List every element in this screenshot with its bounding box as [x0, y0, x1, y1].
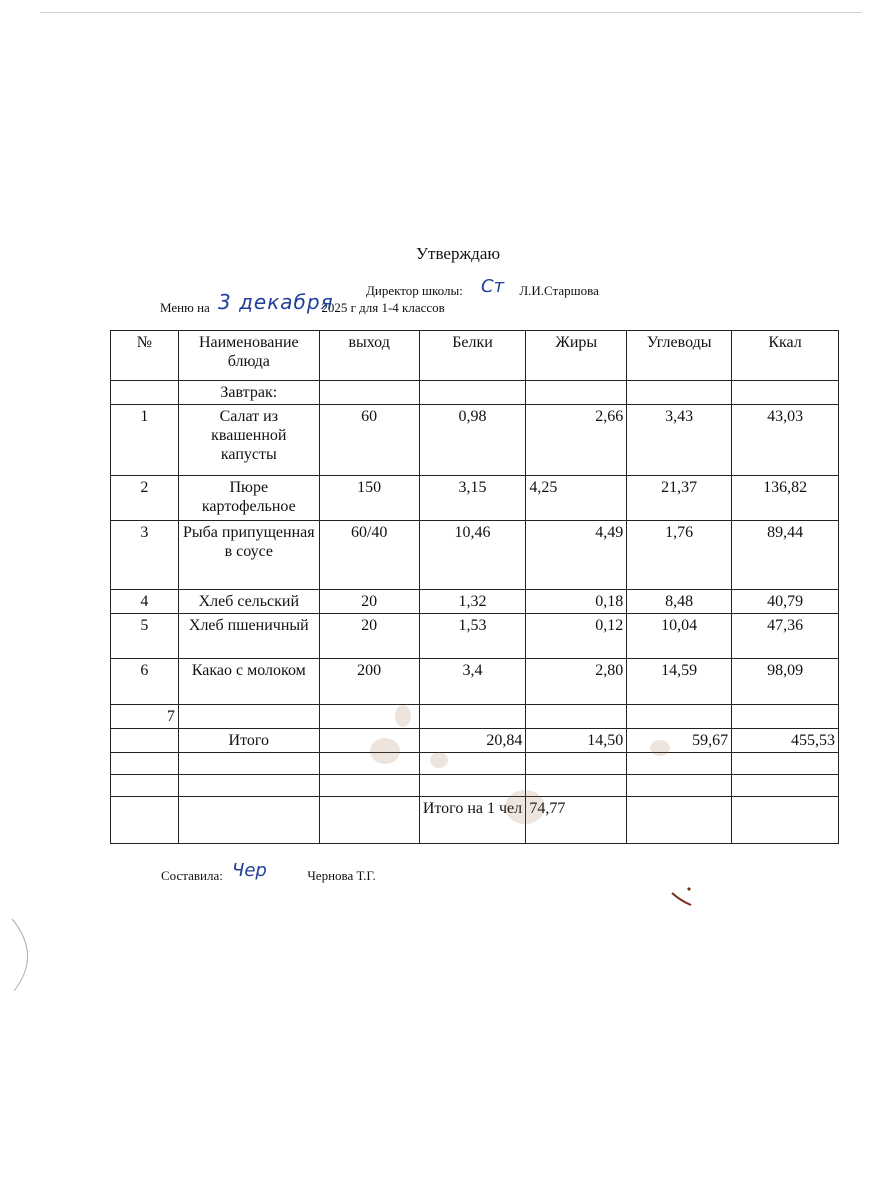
dish-yield: 60 — [319, 405, 419, 476]
dish-protein: 3,15 — [419, 476, 526, 521]
director-name: Л.И.Старшова — [519, 283, 599, 298]
dish-name: Пюре картофельное — [178, 476, 319, 521]
dish-protein: 0,98 — [419, 405, 526, 476]
menu-date-handwritten: 3 декабря — [218, 290, 334, 314]
menu-prefix: Меню на — [160, 300, 210, 315]
table-row — [111, 659, 839, 705]
row-number: 3 — [111, 521, 179, 590]
table-row — [111, 705, 839, 729]
dish-protein: 1,32 — [419, 590, 526, 614]
row-number: 1 — [111, 405, 179, 476]
dish-protein: 1,53 — [419, 614, 526, 659]
table-row — [111, 521, 839, 590]
dish-protein: 10,46 — [419, 521, 526, 590]
ink-mark — [669, 883, 695, 909]
approve-heading: Утверждаю — [416, 244, 501, 263]
dish-kcal: 43,03 — [732, 405, 839, 476]
header-cell: Белки — [419, 331, 526, 381]
dish-fat: 4,49 — [526, 521, 627, 590]
section-label: Завтрак: — [178, 381, 319, 405]
total-carbs: 59,67 — [627, 729, 732, 753]
row-number: 6 — [111, 659, 179, 705]
dish-carbs: 14,59 — [627, 659, 732, 705]
dish-kcal: 136,82 — [732, 476, 839, 521]
director-signature: Ст — [481, 276, 505, 297]
scan-top-rule — [40, 12, 862, 13]
row-number: 4 — [111, 590, 179, 614]
header-cell: Ккал — [732, 331, 839, 381]
dish-carbs: 1,76 — [627, 521, 732, 590]
section-row — [111, 381, 839, 405]
stain-mark — [430, 752, 448, 768]
stain-mark — [370, 738, 400, 764]
dish-kcal: 89,44 — [732, 521, 839, 590]
composed-name: Чернова Т.Г. — [307, 868, 376, 883]
dish-fat: 2,80 — [526, 659, 627, 705]
header-cell: выход — [319, 331, 419, 381]
header-cell: Жиры — [526, 331, 627, 381]
header-cell: Наименование блюда — [178, 331, 319, 381]
director-label: Директор школы: — [366, 283, 463, 298]
stain-mark — [395, 705, 411, 727]
dish-yield: 200 — [319, 659, 419, 705]
dish-yield: 20 — [319, 590, 419, 614]
dish-name: Хлеб пшеничный — [178, 614, 319, 659]
menu-table — [110, 330, 839, 844]
composed-label: Составила: — [161, 868, 223, 883]
composed-signature: Чер — [232, 860, 267, 881]
per-person-value: 74,77 — [526, 797, 627, 844]
composed-line — [161, 868, 376, 884]
row-number: 2 — [111, 476, 179, 521]
per-person-label: Итого на 1 чел — [419, 797, 526, 844]
dish-name: Какао с молоком — [178, 659, 319, 705]
stain-mark — [505, 790, 545, 824]
dish-protein: 3,4 — [419, 659, 526, 705]
dish-kcal: 40,79 — [732, 590, 839, 614]
row-number: 5 — [111, 614, 179, 659]
dish-carbs: 10,04 — [627, 614, 732, 659]
dish-carbs: 21,37 — [627, 476, 732, 521]
table-header-row — [111, 331, 839, 381]
dish-carbs: 8,48 — [627, 590, 732, 614]
total-fat: 14,50 — [526, 729, 627, 753]
empty-row — [111, 775, 839, 797]
table-row — [111, 590, 839, 614]
dish-carbs: 3,43 — [627, 405, 732, 476]
row-number: 7 — [111, 705, 179, 729]
table-row — [111, 476, 839, 521]
total-protein: 20,84 — [419, 729, 526, 753]
dish-name: Рыба припущенная в соусе — [178, 521, 319, 590]
dish-yield: 150 — [319, 476, 419, 521]
menu-suffix: 2025 г для 1-4 классов — [321, 300, 445, 315]
header-cell: № — [111, 331, 179, 381]
total-row — [111, 729, 839, 753]
dish-name: Салат из квашенной капусты — [178, 405, 319, 476]
dish-fat: 4,25 — [526, 476, 627, 521]
table-row — [111, 614, 839, 659]
dish-yield: 60/40 — [319, 521, 419, 590]
edge-curve — [4, 915, 44, 995]
total-label: Итого — [178, 729, 319, 753]
dish-name: Хлеб сельский — [178, 590, 319, 614]
per-person-row — [111, 797, 839, 844]
empty-row — [111, 753, 839, 775]
dish-kcal: 98,09 — [732, 659, 839, 705]
total-kcal: 455,53 — [732, 729, 839, 753]
table-row — [111, 405, 839, 476]
header-cell: Углеводы — [627, 331, 732, 381]
dish-fat: 2,66 — [526, 405, 627, 476]
dish-fat: 0,18 — [526, 590, 627, 614]
dish-yield: 20 — [319, 614, 419, 659]
dish-fat: 0,12 — [526, 614, 627, 659]
stain-mark — [650, 740, 670, 756]
dish-kcal: 47,36 — [732, 614, 839, 659]
